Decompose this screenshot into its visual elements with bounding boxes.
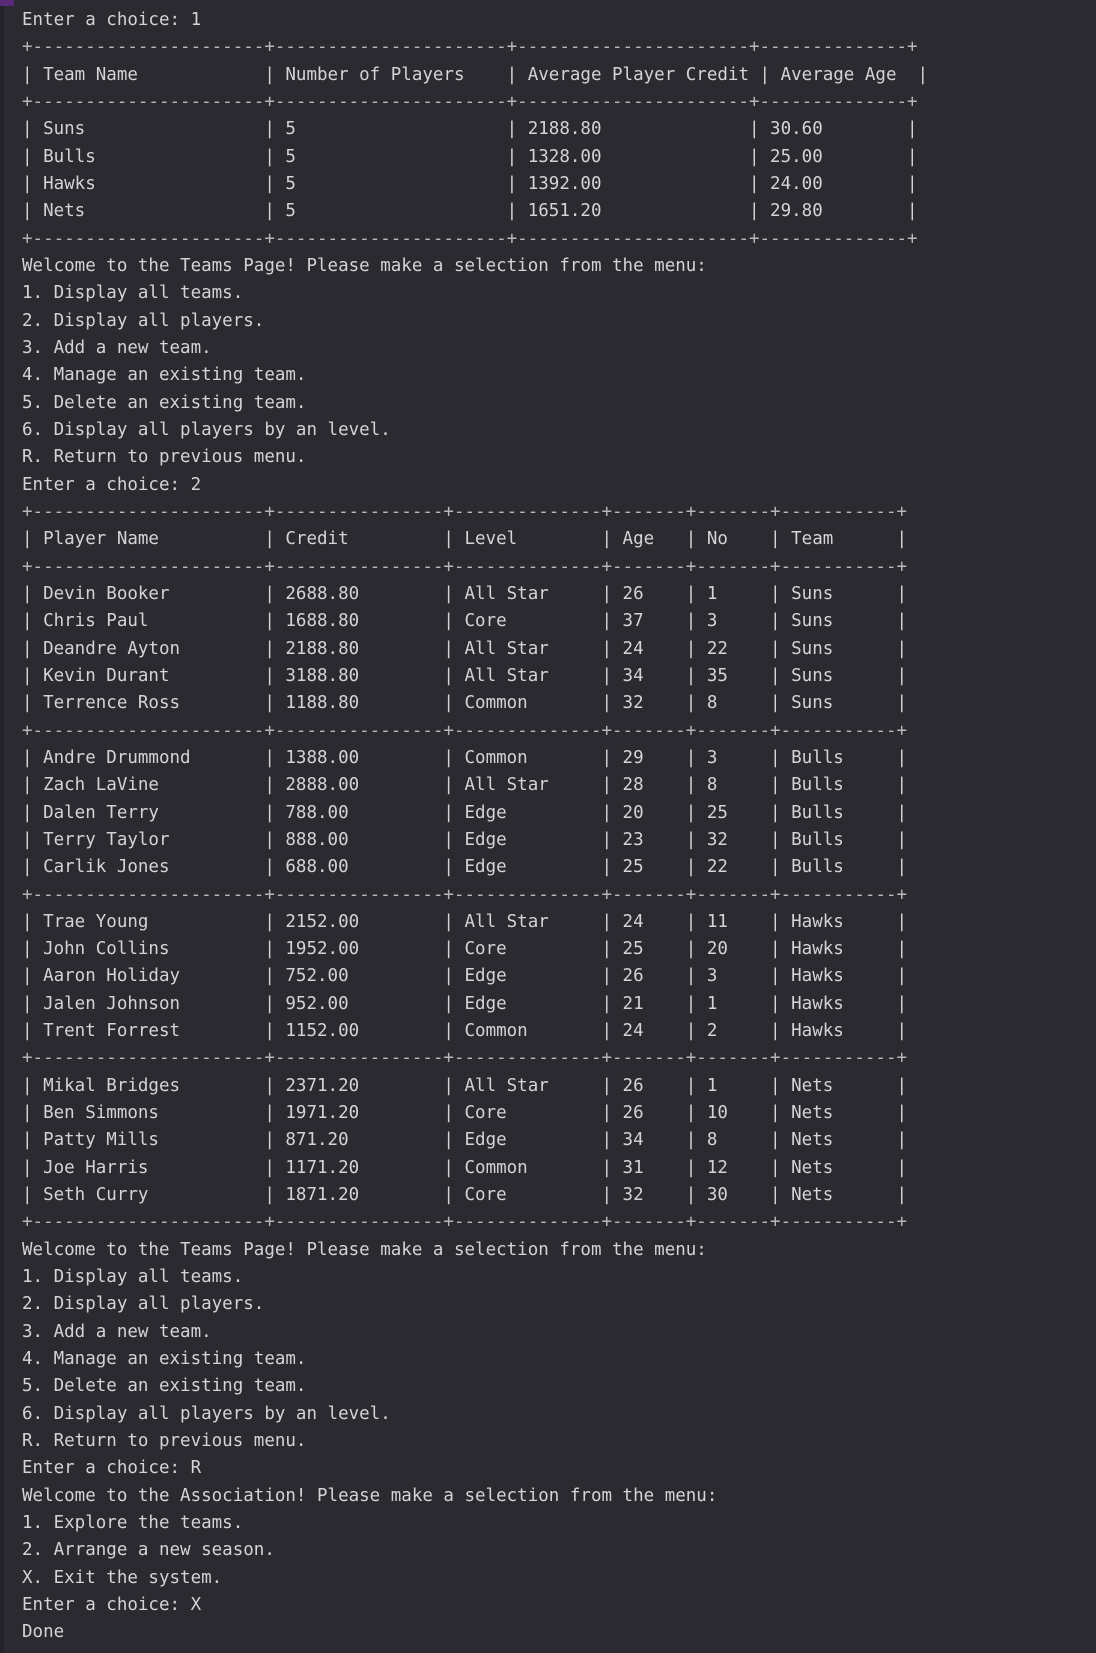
terminal-line: 3. Add a new team. xyxy=(22,337,212,358)
table-row: | Deandre Ayton | 2188.80 | All Star | 24 | 22 | Suns | xyxy=(22,638,908,659)
terminal-line: 1. Explore the teams. xyxy=(22,1513,244,1534)
table-row: | Team Name | Number of Players | Average Player Credit | Average Age | xyxy=(22,64,929,85)
table-row: | Trae Young | 2152.00 | All Star | 24 | 11 | Hawks | xyxy=(22,911,908,932)
terminal-line: Done xyxy=(22,1622,65,1643)
table-row: | Ben Simmons | 1971.20 | Core | 26 | 10 | Nets | xyxy=(22,1103,908,1124)
terminal-line: X. Exit the system. xyxy=(22,1567,223,1588)
left-gutter xyxy=(0,0,4,1653)
table-row: | Patty Mills | 871.20 | Edge | 34 | 8 | Nets | xyxy=(22,1130,908,1151)
table-row: | Andre Drummond | 1388.00 | Common | 29 | 3 | Bulls | xyxy=(22,747,908,768)
table-border-line: +----------------------+----------------+--------------+-------+-------+-----------+ xyxy=(22,1048,908,1069)
table-row: | Hawks | 5 | 1392.00 | 24.00 | xyxy=(22,173,918,194)
terminal-line: 1. Display all teams. xyxy=(22,1267,244,1288)
table-border-line: +----------------------+----------------------+----------------------+--------------+ xyxy=(22,91,918,112)
table-row: | Aaron Holiday | 752.00 | Edge | 26 | 3 | Hawks | xyxy=(22,966,908,987)
table-row: | Zach LaVine | 2888.00 | All Star | 28 | 8 | Bulls | xyxy=(22,775,908,796)
table-border-line: +----------------------+----------------+--------------+-------+-------+-----------+ xyxy=(22,884,908,905)
table-row: | Kevin Durant | 3188.80 | All Star | 34 | 35 | Suns | xyxy=(22,665,908,686)
terminal-line: Welcome to the Teams Page! Please make a selection from the menu: xyxy=(22,1239,707,1260)
table-row: | Terry Taylor | 888.00 | Edge | 23 | 32 | Bulls | xyxy=(22,829,908,850)
terminal-line: 4. Manage an existing team. xyxy=(22,1349,307,1370)
table-row: | Player Name | Credit | Level | Age | No | Team | xyxy=(22,529,908,550)
table-row: | Joe Harris | 1171.20 | Common | 31 | 12 | Nets | xyxy=(22,1157,908,1178)
table-row: | Nets | 5 | 1651.20 | 29.80 | xyxy=(22,201,918,222)
terminal-line: Enter a choice: 1 xyxy=(22,10,202,30)
table-row: | Devin Booker | 2688.80 | All Star | 26 | 1 | Suns | xyxy=(22,583,908,604)
terminal-line: R. Return to previous menu. xyxy=(22,447,307,468)
table-row: | Mikal Bridges | 2371.20 | All Star | 26 | 1 | Nets | xyxy=(22,1075,908,1096)
terminal-line: 2. Arrange a new season. xyxy=(22,1540,275,1561)
terminal-lines xyxy=(22,7,1096,1647)
table-border-line: +----------------------+----------------+--------------+-------+-------+-----------+ xyxy=(22,556,908,577)
terminal-line: 2. Display all players. xyxy=(22,1294,265,1315)
terminal-line: R. Return to previous menu. xyxy=(22,1431,307,1452)
table-row: | Chris Paul | 1688.80 | Core | 37 | 3 | Suns | xyxy=(22,611,908,632)
terminal-line: 3. Add a new team. xyxy=(22,1321,212,1342)
table-row: | Trent Forrest | 1152.00 | Common | 24 | 2 | Hawks | xyxy=(22,1021,908,1042)
table-border-line: +----------------------+----------------+--------------+-------+-------+-----------+ xyxy=(22,1212,908,1233)
table-row: | Seth Curry | 1871.20 | Core | 32 | 30 | Nets | xyxy=(22,1185,908,1206)
table-row: | Bulls | 5 | 1328.00 | 25.00 | xyxy=(22,146,918,167)
window-accent xyxy=(0,0,14,6)
table-row: | Terrence Ross | 1188.80 | Common | 32 | 8 | Suns | xyxy=(22,693,908,714)
table-border-line: +----------------------+----------------+--------------+-------+-------+-----------+ xyxy=(22,501,908,522)
table-row: | Jalen Johnson | 952.00 | Edge | 21 | 1 | Hawks | xyxy=(22,993,908,1014)
terminal-line: 6. Display all players by an level. xyxy=(22,1403,391,1424)
terminal-line: 5. Delete an existing team. xyxy=(22,392,307,413)
table-border-line: +----------------------+----------------------+----------------------+--------------+ xyxy=(22,37,918,58)
table-border-line: +----------------------+----------------------+----------------------+--------------+ xyxy=(22,228,918,249)
terminal-line: Welcome to the Association! Please make a selection from the menu: xyxy=(22,1485,718,1506)
table-row: | Carlik Jones | 688.00 | Edge | 25 | 22 | Bulls | xyxy=(22,857,908,878)
terminal-line: Welcome to the Teams Page! Please make a selection from the menu: xyxy=(22,255,707,276)
terminal-line: Enter a choice: R xyxy=(22,1458,202,1479)
terminal-line: 1. Display all teams. xyxy=(22,283,244,304)
terminal-line: 4. Manage an existing team. xyxy=(22,365,307,386)
table-border-line: +----------------------+----------------+--------------+-------+-------+-----------+ xyxy=(22,720,908,741)
terminal-line: Enter a choice: X xyxy=(22,1595,202,1616)
table-row: | John Collins | 1952.00 | Core | 25 | 20 | Hawks | xyxy=(22,939,908,960)
terminal-line: Enter a choice: 2 xyxy=(22,474,202,495)
terminal-line: 6. Display all players by an level. xyxy=(22,419,391,440)
terminal-line: 2. Display all players. xyxy=(22,310,265,331)
table-row: | Dalen Terry | 788.00 | Edge | 20 | 25 | Bulls | xyxy=(22,802,908,823)
terminal-line: 5. Delete an existing team. xyxy=(22,1376,307,1397)
table-row: | Suns | 5 | 2188.80 | 30.60 | xyxy=(22,119,918,140)
